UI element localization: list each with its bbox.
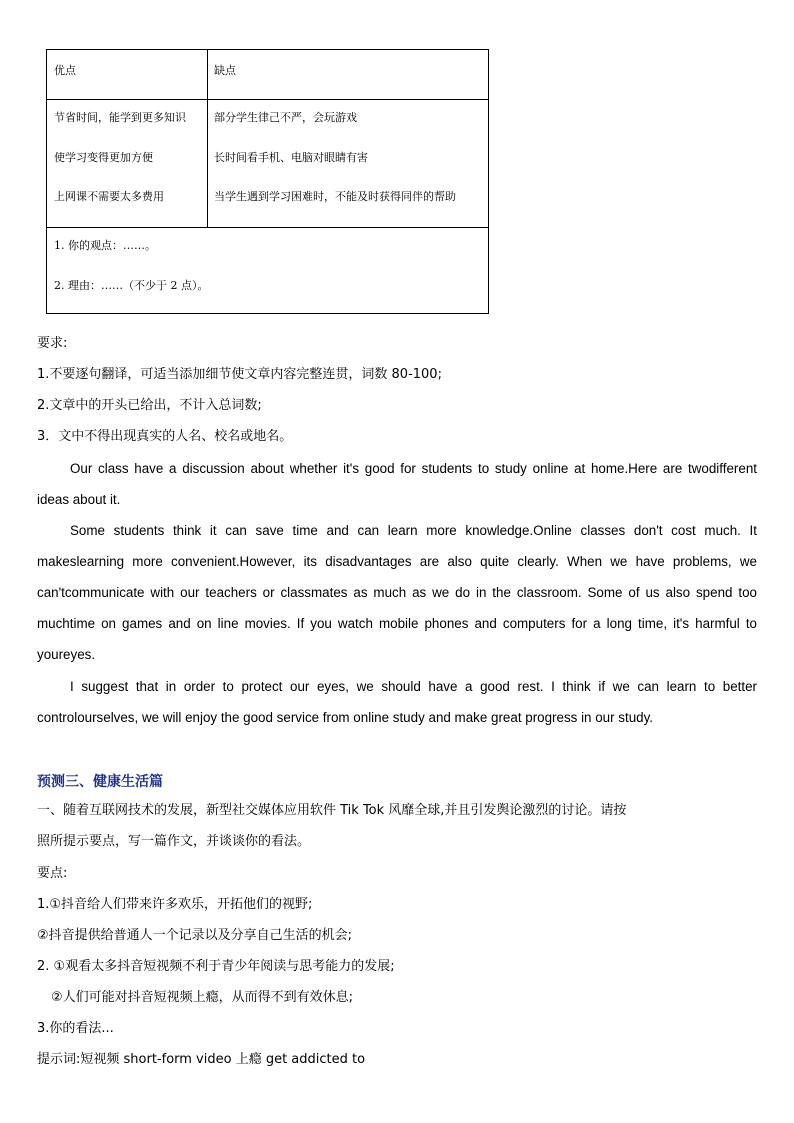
advantage-item: 上网课不需要太多费用 — [54, 190, 164, 203]
hint-words: 提示词:短视频 short-form video 上瘾 get addicted to — [37, 1052, 366, 1067]
requirements-title: 要求: — [37, 336, 68, 351]
essay-paragraph: Our class have a discussion about whether it's good for students to study online at home.Here are twodifferent ideas about it. — [37, 461, 757, 507]
table-header-advantages: 优点 — [54, 64, 76, 77]
table-header-divider — [47, 99, 488, 100]
section-intro: 一、随着互联网技术的发展，新型社交媒体应用软件 Tik Tok 风靡全球,并且引发舆论激烈的讨论。请按 — [37, 803, 627, 818]
requirement-item: 3．文中不得出现真实的人名、校名或地名。 — [37, 429, 293, 444]
table-column-divider — [207, 50, 208, 227]
section-intro: 照所提示要点，写一篇作文，并谈谈你的看法。 — [37, 834, 311, 849]
pros-cons-table — [46, 49, 489, 314]
table-footer-divider — [47, 227, 488, 228]
point-item: ②抖音提供给普通人一个记录以及分享自己生活的机会; — [37, 928, 353, 943]
essay-paragraph: I suggest that in order to protect our eyes, we should have a good rest. I think if we can learn to better controlourselves, we will enjoy the good service from online study and make great progress in our study. — [37, 679, 757, 725]
requirement-item: 1.不要逐句翻译，可适当添加细节使文章内容完整连贯，词数 80-100; — [37, 367, 442, 382]
section-heading: 预测三、健康生活篇 — [37, 774, 163, 790]
disadvantage-item: 当学生遇到学习困难时，不能及时获得同伴的帮助 — [214, 190, 456, 203]
table-point-item: 1. 你的观点：……。 — [54, 239, 156, 252]
table-header-disadvantages: 缺点 — [214, 64, 236, 77]
advantage-item: 使学习变得更加方便 — [54, 151, 153, 164]
points-title: 要点: — [37, 866, 68, 881]
advantage-item: 节省时间，能学到更多知识 — [54, 111, 186, 124]
disadvantage-item: 部分学生律己不严，会玩游戏 — [214, 111, 357, 124]
disadvantage-item: 长时间看手机、电脑对眼睛有害 — [214, 151, 368, 164]
point-item: 3.你的看法... — [37, 1021, 114, 1036]
point-item: 2. ①观看太多抖音短视频不利于青少年阅读与思考能力的发展; — [37, 959, 395, 974]
essay-paragraph: Some students think it can save time and can learn more knowledge.Online classes don't cost much. It makeslearning more convenient.However, its disadvantages are also quite clearly. When we have problems, we can'tcommunicate with our teachers or classmates as much as we do in the classroom. Some of us also spend too muchtime on games and on line movies. If you watch mobile phones and computers for a long time, it's harmful to youreyes. — [37, 523, 757, 662]
table-point-item: 2. 理由：……（不少于 2 点）。 — [54, 279, 209, 292]
point-item: 1.①抖音给人们带来许多欢乐，开拓他们的视野; — [37, 897, 313, 912]
requirement-item: 2.文章中的开头已给出，不计入总词数; — [37, 398, 262, 413]
point-item: ②人们可能对抖音短视频上瘾，从而得不到有效休息; — [51, 990, 354, 1005]
